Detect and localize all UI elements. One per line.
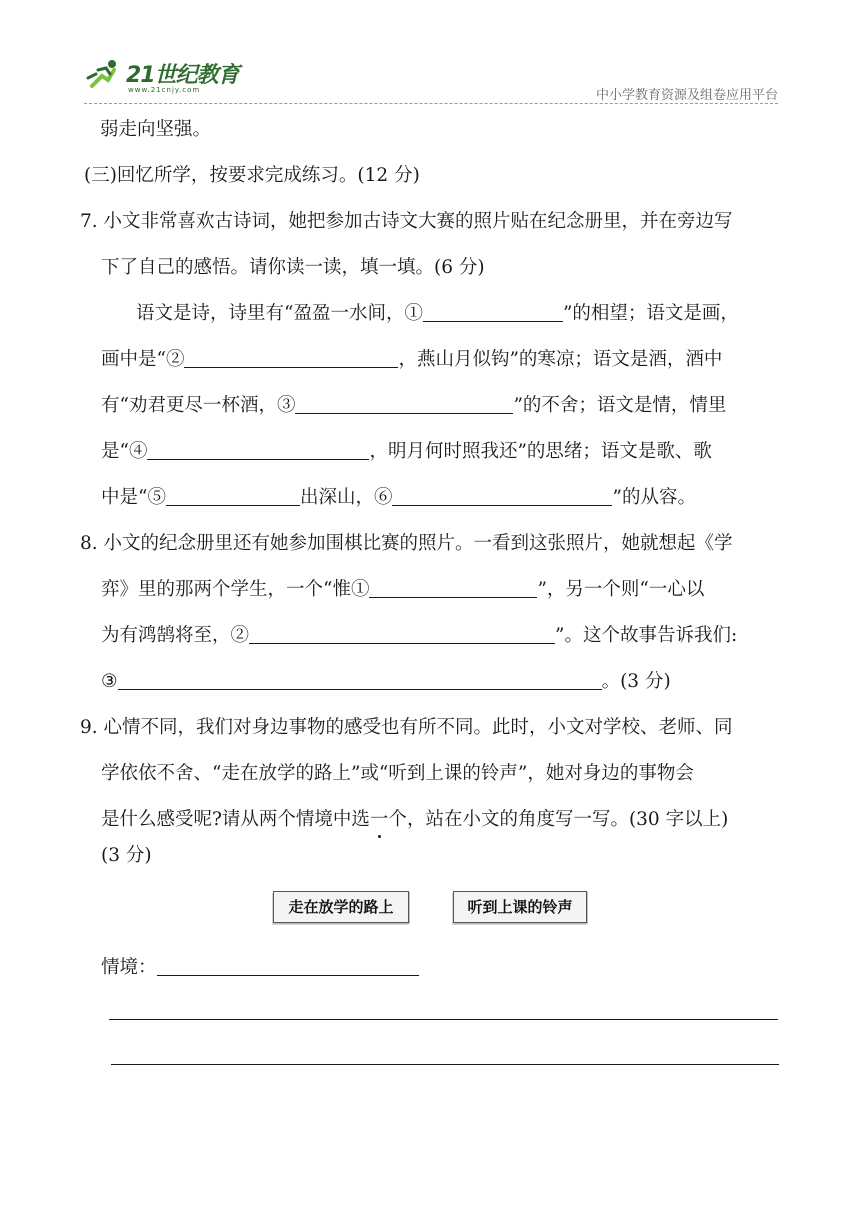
platform-name: 中小学教育资源及组卷应用平台 [595,88,778,103]
poem-text: 出深山，⑥ [299,487,393,508]
poem-text: ，燕山月似钩”的寒凉；语文是酒，酒中 [398,349,723,370]
scene-answer-blank[interactable] [157,956,419,976]
poem-text: 画中是“② [101,349,185,370]
logo-url: www.21cnjy.com [128,86,201,94]
question-text: 是什么感受呢?请从两个情境中 [101,809,352,830]
poem-line-3 [101,394,726,418]
header-divider [84,103,778,104]
question-text: 为有鸿鹄将至，② [101,625,250,646]
question-text: 。(3 分) [601,671,671,692]
answer-label: 情境： [101,957,157,978]
question-8: 8. 小文的纪念册里还有她参加围棋比赛的照片。一看到这张照片，她就想起《学 [80,533,733,554]
poem-line-4 [101,440,712,464]
answer-blank-4[interactable] [147,440,369,460]
poem-line-1 [136,302,739,326]
text-line: 弱走向坚强。 [100,119,212,140]
question-8-line-4 [101,670,671,694]
question-text: ”。这个故事告诉我们: [555,625,738,646]
emphasized-text: 选一个 [351,809,407,830]
answer-blank-6[interactable] [392,486,612,506]
section-title: (三)回忆所学，按要求完成练习。(12 分) [84,165,420,186]
logo-text: 21世纪教育 [126,63,239,88]
question-9: 9. 心情不同，我们对身边事物的感受也有所不同。此时，小文对学校、老师、同 [80,717,733,738]
question-9-score: (3 分) [101,845,152,866]
question-8-line-2 [101,578,704,602]
poem-text: ，明月何时照我还”的思绪；语文是歌、歌 [369,441,712,462]
writing-line-1[interactable] [109,1019,778,1020]
question-8-line-3 [101,624,737,648]
question-text: ”，另一个则“一心以 [537,579,705,600]
runner-logo-icon [84,56,124,96]
question-7: 7. 小文非常喜欢古诗词，她把参加古诗文大赛的照片贴在纪念册里，并在旁边写 [80,211,733,232]
poem-text: ”的从容。 [612,487,696,508]
poem-line-2 [101,348,722,372]
question-9-line-3 [101,808,728,832]
answer-blank-2[interactable] [184,348,398,368]
poem-text: ”的相望；语文是画， [562,303,739,324]
question-9-line-2: 学依依不舍、“走在放学的路上”或“听到上课的铃声”，她对身边的事物会 [101,763,694,784]
scene-option-2[interactable]: 听到上课的铃声 [453,891,587,923]
answer-blank-8-2[interactable] [249,624,555,644]
poem-text: 语文是诗，诗里有“盈盈一水间，① [136,303,423,324]
answer-blank-1[interactable] [423,302,563,322]
poem-text: ”的不舍；语文是情，情里 [513,395,727,416]
answer-blank-3[interactable] [295,394,513,414]
question-7-cont: 下了自己的感悟。请你读一读，填一填。(6 分) [101,257,485,278]
answer-blank-5[interactable] [166,486,300,506]
scene-option-1[interactable]: 走在放学的路上 [273,891,409,923]
poem-text: 有“劝君更尽一杯酒，③ [101,395,296,416]
answer-blank-8-3[interactable] [118,670,602,690]
answer-row [101,956,419,980]
poem-text: 是“④ [101,441,148,462]
answer-blank-8-1[interactable] [369,578,537,598]
question-text: ，站在小文的角度写一写。(30 字以上) [406,809,729,830]
question-text: 弈》里的那两个学生，一个“惟① [101,579,370,600]
question-text: ③ [101,671,118,692]
poem-line-5 [101,486,696,510]
poem-text: 中是“⑤ [101,487,166,508]
logo [84,56,244,100]
page-header [0,0,860,105]
writing-line-2[interactable] [111,1064,779,1065]
